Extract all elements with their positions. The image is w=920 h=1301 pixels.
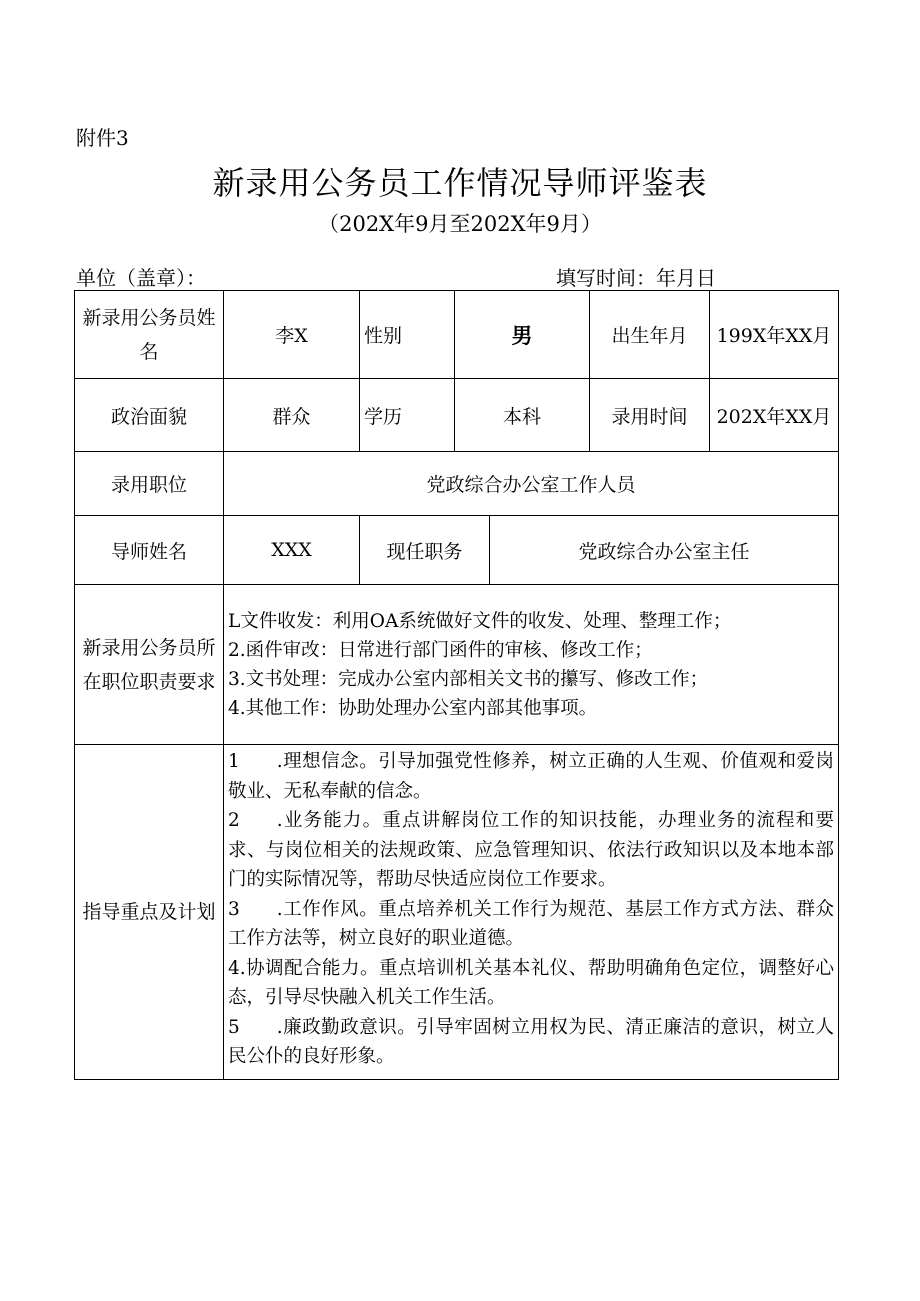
guide-list <box>224 745 839 1080</box>
political-label: 政治面貌 <box>75 379 224 452</box>
guide-item: 4.协调配合能力。重点培训机关基本礼仪、帮助明确角色定位，调整好心态，引导尽快融入机关工作生活。 <box>228 957 834 1008</box>
current-post-label: 现任职务 <box>360 516 490 585</box>
mentor-value: XXX <box>224 516 360 585</box>
guide-item: 3 .工作作风。重点培养机关工作行为规范、基层工作方式方法、群众工作方法等，树立良好的职业道德。 <box>228 898 834 949</box>
table-row <box>75 585 839 745</box>
fill-time-label: 填写时间：年月日 <box>556 266 716 290</box>
birth-value: 199X年XX月 <box>710 291 839 379</box>
gender-label: 性别 <box>360 291 455 379</box>
table-row <box>75 379 839 452</box>
duty-list <box>224 585 839 745</box>
table-row <box>75 745 839 1080</box>
table-row <box>75 516 839 585</box>
duty-item: L文件收发：利用OA系统做好文件的收发、处理、整理工作； <box>228 610 732 632</box>
guide-item: 1 .理想信念。引导加强党性修养，树立正确的人生观、价值观和爱岗敬业、无私奉献的信念。 <box>228 751 834 802</box>
duty-item: 2.函件审改：日常进行部门函件的审核、修改工作； <box>228 639 653 661</box>
name-value: 李X <box>224 291 360 379</box>
political-value: 群众 <box>224 379 360 452</box>
evaluation-table <box>74 290 839 1080</box>
duty-item: 4.其他工作：协助处理办公室内部其他事项。 <box>228 697 598 719</box>
gender-value: 男 <box>455 291 590 379</box>
hire-time-label: 录用时间 <box>590 379 710 452</box>
name-label: 新录用公务员姓名 <box>75 291 224 379</box>
duty-label: 新录用公务员所在职位职责要求 <box>75 585 224 745</box>
position-value: 党政综合办公室工作人员 <box>224 452 839 516</box>
duty-item: 3.文书处理：完成办公室内部相关文书的攥写、修改工作； <box>228 668 709 690</box>
birth-label: 出生年月 <box>590 291 710 379</box>
table-row <box>75 291 839 379</box>
education-value: 本科 <box>455 379 590 452</box>
form-title: 新录用公务员工作情况导师评鉴表 <box>212 164 708 202</box>
education-label: 学历 <box>360 379 455 452</box>
guide-item: 2 .业务能力。重点讲解岗位工作的知识技能，办理业务的流程和要求、与岗位相关的法规政策、应急管理知识、依法行政知识以及本地本部门的实际情况等，帮助尽快适应岗位工作要求。 <box>228 810 834 890</box>
table-row <box>75 452 839 516</box>
guide-item: 5 .廉政勤政意识。引导牢固树立用权为民、清正廉洁的意识，树立人民公仆的良好形象。 <box>228 1016 834 1067</box>
form-subtitle: （202X年9月至202X年9月） <box>318 212 602 236</box>
attachment-label: 附件3 <box>76 126 129 150</box>
current-post-value: 党政综合办公室主任 <box>490 516 839 585</box>
unit-seal-label: 单位（盖章）： <box>76 266 206 290</box>
mentor-label: 导师姓名 <box>75 516 224 585</box>
position-label: 录用职位 <box>75 452 224 516</box>
guide-label: 指导重点及计划 <box>75 745 224 1080</box>
hire-time-value: 202X年XX月 <box>710 379 839 452</box>
